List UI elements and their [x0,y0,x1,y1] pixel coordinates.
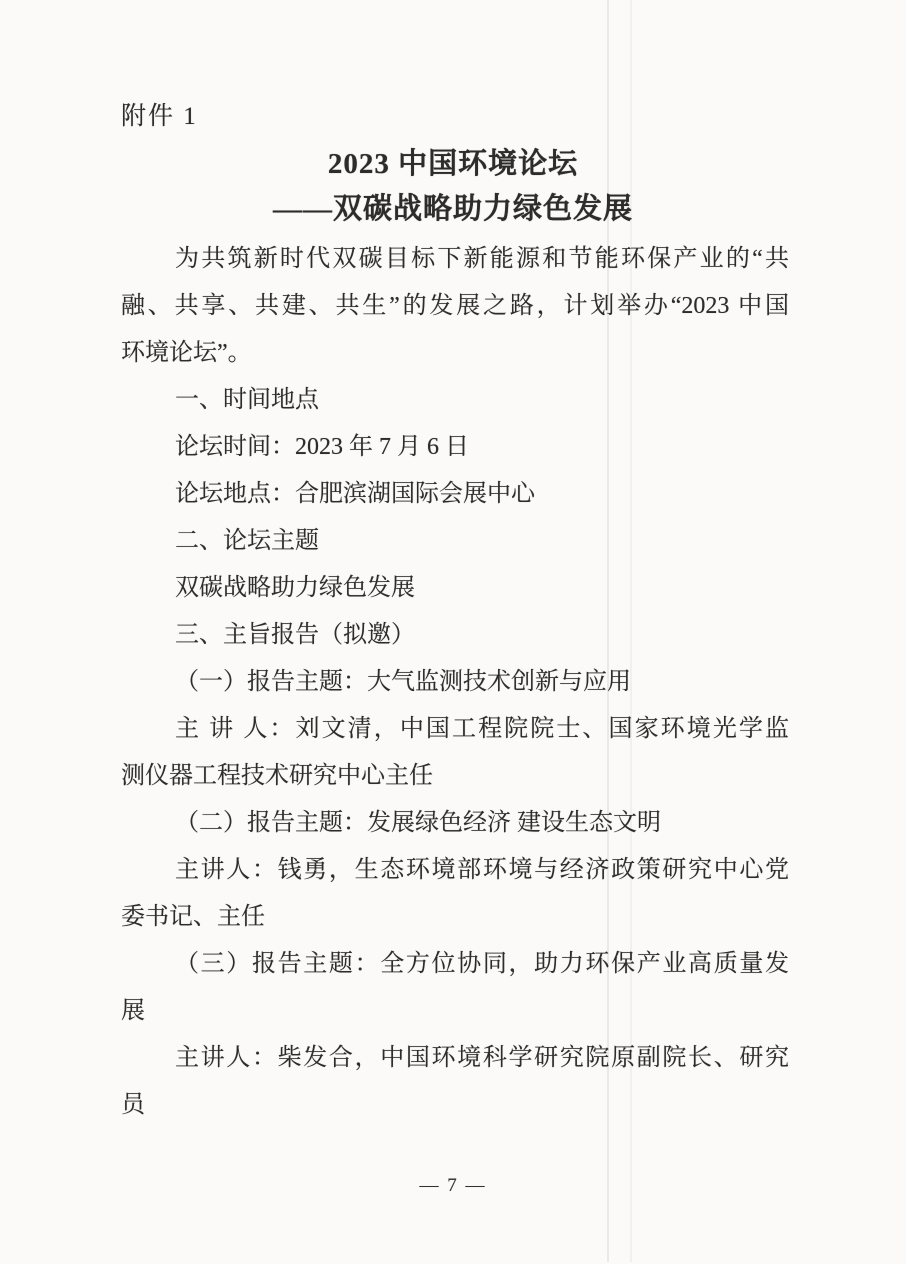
document-line: （二）报告主题：发展绿色经济 建设生态文明 [175,810,661,836]
document-line: （三）报告主题：全方位协同，助力环保产业高质量发 [175,951,789,977]
document-line: 二、论坛主题 [175,528,319,554]
document-title-line2: ——双碳战略助力绿色发展 [272,193,633,225]
document-line: 双碳战略助力绿色发展 [175,575,415,601]
document-line: 主讲人：柴发合，中国环境科学研究院原副院长、研究 [175,1045,789,1071]
page-number: — 7 — [419,1175,487,1196]
document-line: 为共筑新时代双碳目标下新能源和节能环保产业的“共 [175,246,789,272]
document-title [13,142,893,232]
document-line: 委书记、主任 [121,904,265,930]
document-line: 测仪器工程技术研究中心主任 [121,763,433,789]
document-line: 三、主旨报告（拟邀） [175,622,415,648]
document-line: 主讲人：钱勇，生态环境部环境与经济政策研究中心党 [175,857,789,883]
document-line: 员 [121,1092,145,1118]
document-line: 展 [121,998,145,1024]
document-line: 论坛时间：2023 年 7 月 6 日 [175,434,469,460]
document-line: 论坛地点：合肥滨湖国际会展中心 [175,481,535,507]
document-title-line1: 2023 中国环境论坛 [327,148,579,180]
document-line: 环境论坛”。 [121,340,252,366]
document-line: （一）报告主题：大气监测技术创新与应用 [175,669,631,695]
attachment-label: 附件 1 [121,103,198,130]
page-bottom-edge [0,1264,906,1280]
body-lines [121,236,789,1129]
document-line: 一、时间地点 [175,387,319,413]
document-line: 主 讲 人：刘文清，中国工程院院士、国家环境光学监 [175,716,789,742]
document-line: 融、共享、共建、共生”的发展之路，计划举办“2023 中国 [121,293,789,319]
